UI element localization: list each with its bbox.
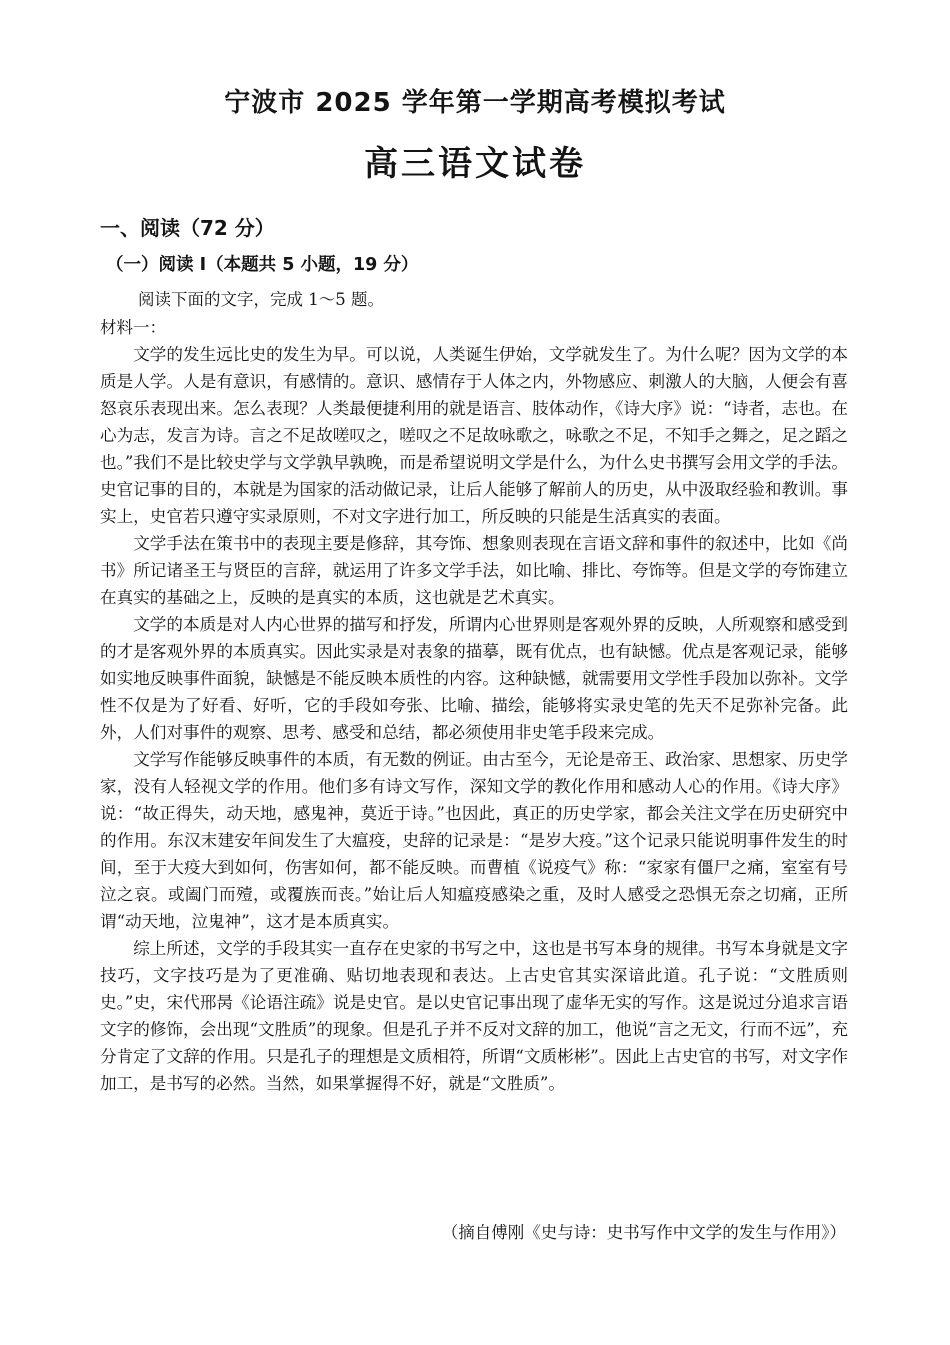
passage-paragraph: 文学手法在策书中的表现主要是修辞，其夸饰、想象则表现在言语文辞和事件的叙述中，比如《尚书》所记诸圣王与贤臣的言辞，就运用了许多文学手法，如比喻、排比、夸饰等。但是文学的夸饰建立在真实的基础之上，反映的是真实的本质，这也就是艺术真实。 — [100, 534, 848, 607]
subsection-heading: （一）阅读 I（本题共 5 小题，19 分） — [106, 255, 419, 275]
reading-instruction: 阅读下面的文字，完成 1～5 题。 — [138, 290, 384, 309]
material-label: 材料一： — [100, 318, 166, 337]
passage-paragraph: 文学的发生远比史的发生为早。可以说，人类诞生伊始，文学就发生了。为什么呢？因为文学的本质是人学。人是有意识，有感情的。意识、感情存于人体之内，外物感应、刺激人的大脑，人便会有喜怒哀乐表现出来。怎么表现？人类最便捷利用的就是语言、肢体动作，《诗大序》说：“诗者，志也。在心为志，发言为诗。言之不足故嗟叹之，嗟叹之不足故咏歌之，咏歌之不足，不知手之舞之，足之蹈之也。”我们不是比较史学与文学孰早孰晚，而是希望说明文学是什么，为什么史书撰写会用文学的手法。史官记事的目的，本就是为国家的活动做记录，让后人能够了解前人的历史，从中汲取经验和教训。事实上，史官若只遵守实录原则，不对文字进行加工，所反映的只能是生活真实的表面。 — [100, 345, 848, 526]
passage-source: （摘自傅刚《史与诗：史书写作中文学的发生与作用》） — [441, 1223, 846, 1242]
exam-title: 宁波市 2025 学年第一学期高考模拟考试 — [224, 88, 726, 118]
passage-paragraph: 文学的本质是对人内心世界的描写和抒发，所谓内心世界则是客观外界的反映，人所观察和感受到的才是客观外界的本质真实。因此实录是对表象的描摹，既有优点，也有缺憾。优点是客观记录，能够如实地反映事件面貌，缺憾是不能反映本质性的内容。这种缺憾，就需要用文学性手段加以弥补。文学性不仅是为了好看、好听，它的手段如夸张、比喻、描绘，能够将实录史笔的先天不足弥补完备。此外，人们对事件的观察、思考、感受和总结，都必须使用非史笔手段来完成。 — [100, 615, 848, 742]
passage-paragraph: 综上所述，文学的手段其实一直存在史家的书写之中，这也是书写本身的规律。书写本身就是文字技巧，文字技巧是为了更准确、贴切地表现和表达。上古史官其实深谙此道。孔子说：“文胜质则史。”史，宋代邢昺《论语注疏》说是史官。是以史官记事出现了虚华无实的写作。这是说过分追求言语文字的修饰，会出现“文胜质”的现象。但是孔子并不反对文辞的加工，他说“言之无文，行而不远”，充分肯定了文辞的作用。只是孔子的理想是文质相符，所谓“文质彬彬”。因此上古史官的书写，对文字作加工，是书写的必然。当然，如果掌握得不好，就是“文胜质”。 — [100, 939, 848, 1093]
paper-title: 高三语文试卷 — [364, 144, 586, 184]
section-heading: 一、阅读（72 分） — [100, 216, 275, 240]
reading-passage — [100, 341, 848, 1097]
passage-paragraph: 文学写作能够反映事件的本质，有无数的例证。由古至今，无论是帝王、政治家、思想家、历史学家，没有人轻视文学的作用。他们多有诗文写作，深知文学的教化作用和感动人心的作用。《诗大序》说：“故正得失，动天地，感鬼神，莫近于诗。”也因此，真正的历史学家，都会关注文学在历史研究中的作用。东汉末建安年间发生了大瘟疫，史辞的记录是：“是岁大疫。”这个记录只能说明事件发生的时间，至于大疫大到如何，伤害如何，都不能反映。而曹植《说疫气》称：“家家有僵尸之痛，室室有号泣之哀。或阖门而殪，或覆族而丧。”始让后人知瘟疫感染之重，及时人感受之恐惧无奈之切痛，正所谓“动天地，泣鬼神”，这才是本质真实。 — [100, 750, 848, 931]
